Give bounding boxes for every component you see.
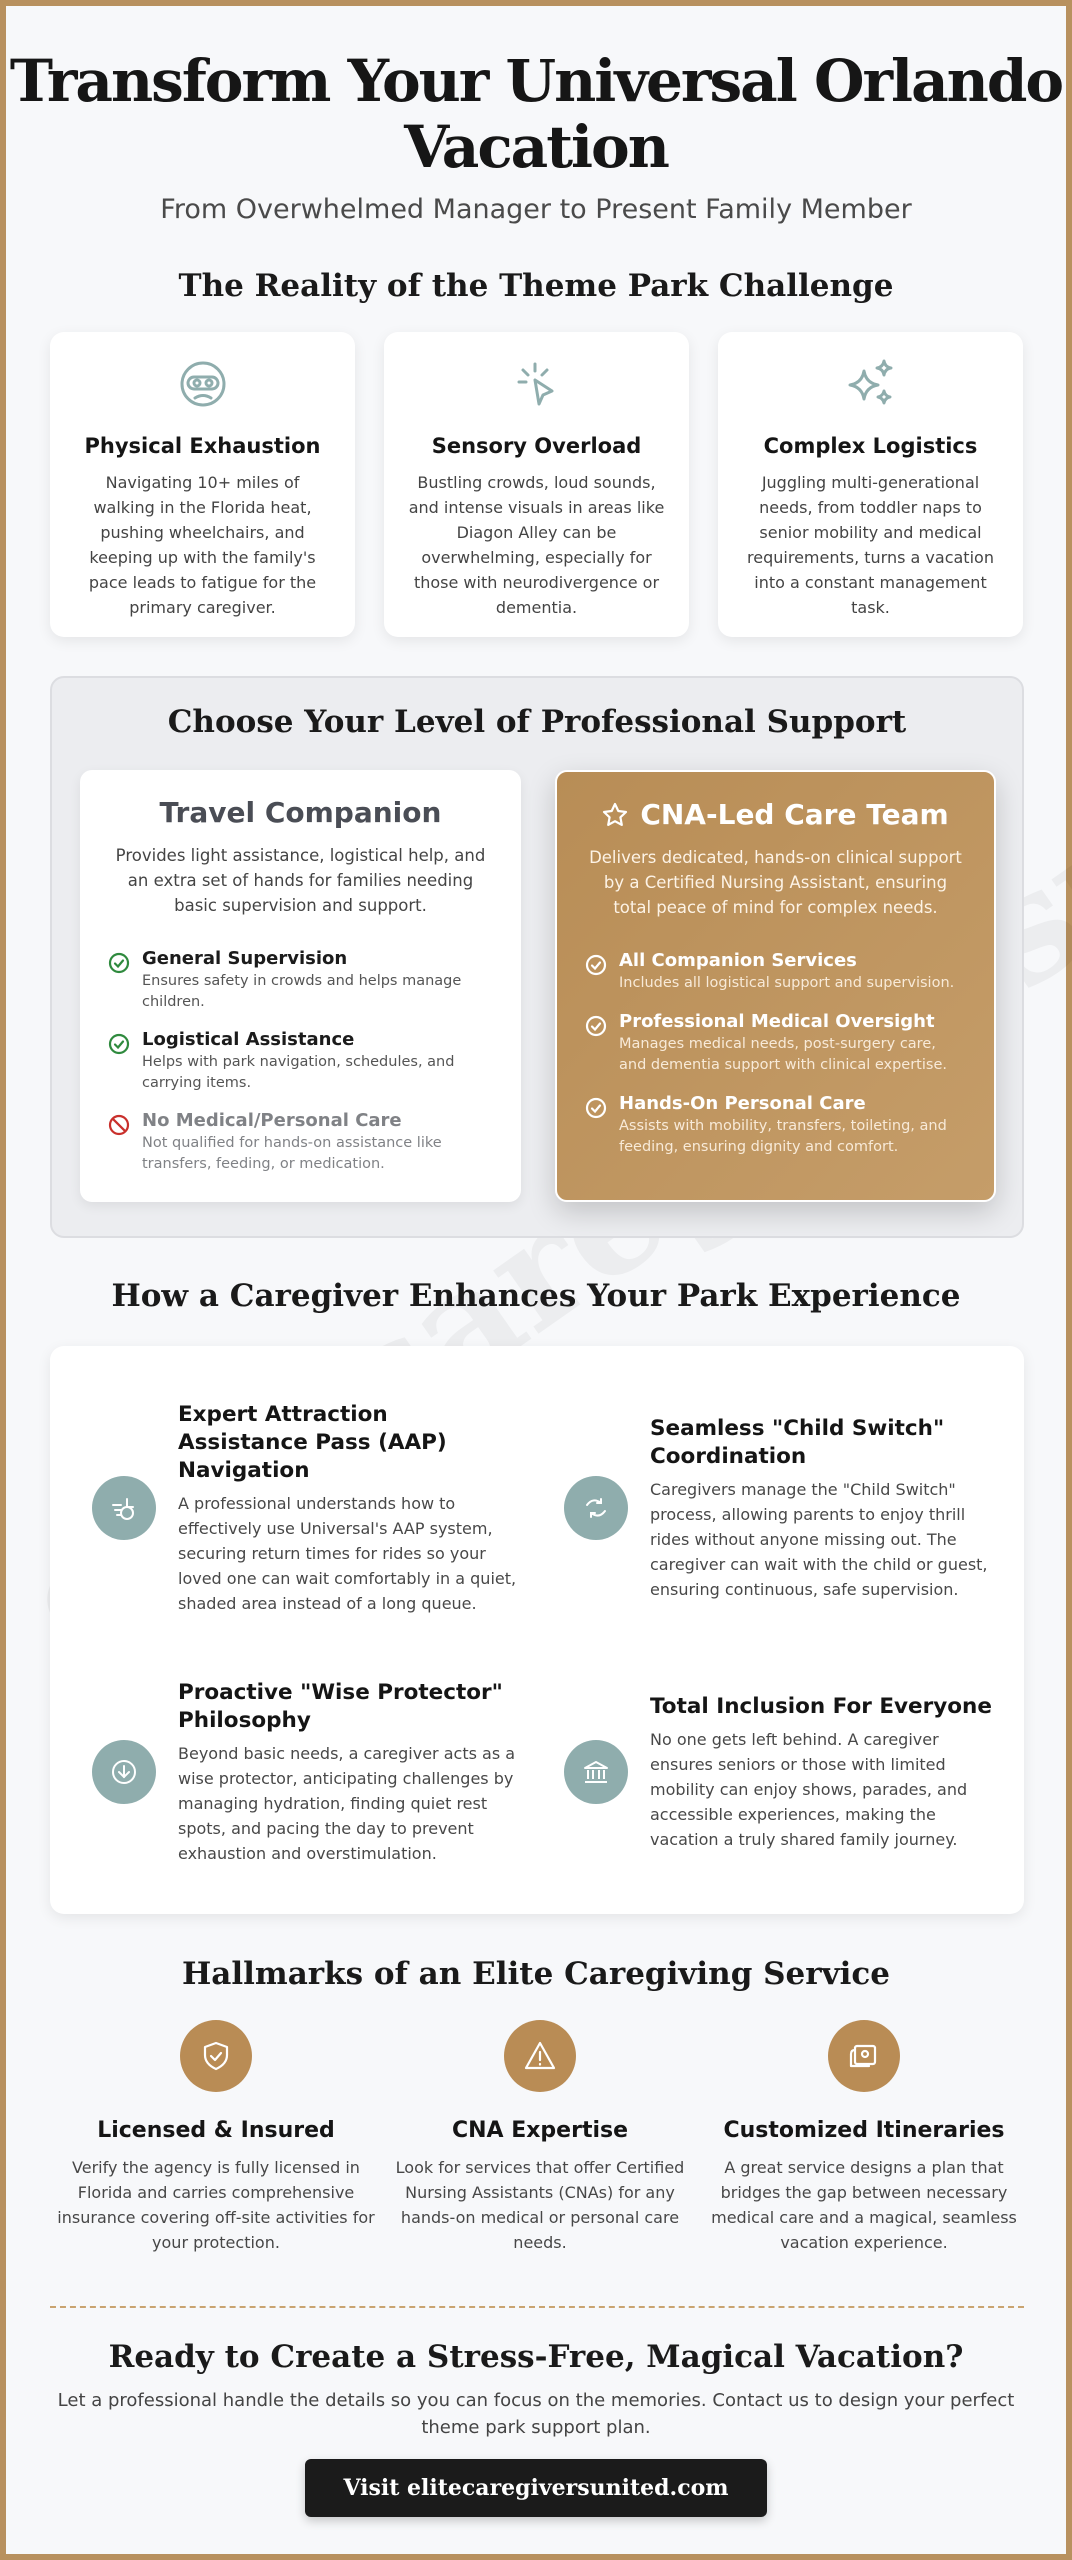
feature-text: Ensures safety in crowds and helps manage children. [142,973,462,1010]
check-circle-icon [108,1033,130,1094]
challenges-title: The Reality of the Theme Park Challenge [178,268,894,304]
enhance-item-title: Expert Attraction Assistance Pass (AAP) Navigation [178,1401,447,1483]
tier-title-row [585,798,966,831]
challenge-card [718,332,1023,637]
challenge-text: Navigating 10+ miles of walking in the Florida heat, pushing wheelchairs, and keeping up with the family's pace leads to fatigue for the primary caregiver. [88,473,317,617]
enhance-item-title: Seamless "Child Switch" Coordination [650,1415,945,1469]
feature-text: Manages medical needs, post-surgery care, and dementia support with clinical expertise. [619,1036,947,1073]
support-section [50,676,1024,1238]
enhance-item [564,1672,994,1872]
enhance-card [50,1346,1024,1914]
enhance-item [92,1388,522,1628]
exhausted-face-icon [74,354,331,414]
check-circle-icon [108,952,130,1013]
check-circle-icon [585,1015,607,1076]
download-circle-icon [92,1740,156,1804]
cna-care-team-card [555,770,996,1202]
prohibited-icon [108,1114,130,1175]
feature-item [585,950,966,994]
enhance-item-title: Total Inclusion For Everyone [650,1693,992,1719]
tier-title: CNA-Led Care Team [640,798,949,831]
enhance-item-text: Caregivers manage the "Child Switch" process, allowing parents to enjoy thrill rides without anyone missing out. The caregiver can wait with the child or guest, ensuring continuous, safe supervision. [650,1479,988,1599]
hallmark-title: Customized Itineraries [723,2118,1005,2143]
challenge-text: Juggling multi-generational needs, from toddler naps to senior mobility and medical requirements, turns a vacation into a constant management task. [747,473,994,617]
feature-title: Professional Medical Oversight [619,1011,935,1032]
feature-text: Includes all logistical support and supervision. [619,975,955,991]
hallmark-item [380,2020,700,2255]
hallmark-item [704,2020,1024,2255]
enhance-item [564,1388,994,1628]
child-switch-icon [564,1476,628,1540]
cta-title: Ready to Create a Stress-Free, Magical Vacation? [108,2339,964,2375]
enhance-item [92,1672,522,1872]
tier-title: Travel Companion [159,796,442,829]
cta-text: Let a professional handle the details so you can focus on the memories. Contact us to design your perfect theme park support plan. [57,2390,1015,2438]
feature-item [108,948,493,1013]
page-subtitle: From Overwhelmed Manager to Present Family Member [160,194,912,225]
feature-item [108,1110,493,1175]
feature-item [108,1029,493,1094]
tier-desc: Delivers dedicated, hands-on clinical support by a Certified Nursing Assistant, ensuring total peace of mind for complex needs. [589,848,962,917]
cursor-click-icon [408,354,665,414]
itinerary-map-icon [828,2020,900,2092]
feature-item [585,1093,966,1158]
challenge-text: Bustling crowds, loud sounds, and intense visuals in areas like Diagon Alley can be overwhelming, especially for those with neurodivergence or dementia. [408,473,665,617]
challenge-title: Complex Logistics [763,434,978,458]
feature-title: Logistical Assistance [142,1029,355,1050]
institution-icon [564,1740,628,1804]
feature-text: Not qualified for hands-on assistance like transfers, feeding, or medication. [142,1135,442,1172]
enhance-title: How a Caregiver Enhances Your Park Experience [111,1278,961,1314]
feature-title: All Companion Services [619,950,857,971]
page-title: Transform Your Universal Orlando Vacation [9,47,1063,181]
wheelchair-speed-icon [92,1476,156,1540]
enhance-item-text: Beyond basic needs, a caregiver acts as a wise protector, anticipating challenges by managing hydration, finding quiet rest spots, and pacing the day to prevent exhaustion and overstimulation. [178,1743,516,1863]
tier-desc: Provides light assistance, logistical help, and an extra set of hands for families needing basic supervision and support. [115,846,486,915]
hallmark-item [56,2020,376,2255]
hallmarks-title: Hallmarks of an Elite Caregiving Service [181,1956,890,1992]
feature-text: Assists with mobility, transfers, toileting, and feeding, ensuring dignity and comfort. [619,1118,947,1155]
star-icon [602,802,628,828]
feature-title: General Supervision [142,948,348,969]
shield-check-icon [180,2020,252,2092]
challenge-card [50,332,355,637]
visit-website-button[interactable]: Visit elitecaregiversunited.com [305,2459,767,2517]
divider [50,2306,1024,2308]
feature-text: Helps with park navigation, schedules, and carrying items. [142,1054,455,1091]
feature-title: No Medical/Personal Care [142,1110,402,1131]
hallmark-title: Licensed & Insured [97,2118,335,2143]
feature-item [585,1011,966,1076]
warning-triangle-icon [504,2020,576,2092]
hallmark-text: Verify the agency is fully licensed in Florida and carries comprehensive insurance covering off-site activities for your protection. [57,2158,375,2252]
travel-companion-card [80,770,521,1202]
challenge-title: Physical Exhaustion [84,434,321,458]
hallmark-text: A great service designs a plan that bridges the gap between necessary medical care and a magical, seamless vacation experience. [711,2158,1017,2252]
check-circle-icon [585,954,607,994]
enhance-item-text: A professional understands how to effectively use Universal's AAP system, securing return times for rides so your loved one can wait comfortably in a quiet, shaded area instead of a long queue. [178,1493,517,1613]
hallmark-title: CNA Expertise [451,2118,629,2143]
challenge-title: Sensory Overload [431,434,642,458]
challenge-card [384,332,689,637]
support-title: Choose Your Level of Professional Support [167,704,907,740]
enhance-item-text: No one gets left behind. A caregiver ensures seniors or those with limited mobility can enjoy shows, parades, and accessible experiences, making the vacation a truly shared family journey. [650,1729,968,1849]
hallmark-text: Look for services that offer Certified Nursing Assistants (CNAs) for any hands-on medical or personal care needs. [395,2158,685,2252]
check-circle-icon [585,1097,607,1158]
sparkles-icon [742,354,999,414]
enhance-item-title: Proactive "Wise Protector" Philosophy [178,1679,503,1733]
feature-title: Hands-On Personal Care [619,1093,866,1114]
